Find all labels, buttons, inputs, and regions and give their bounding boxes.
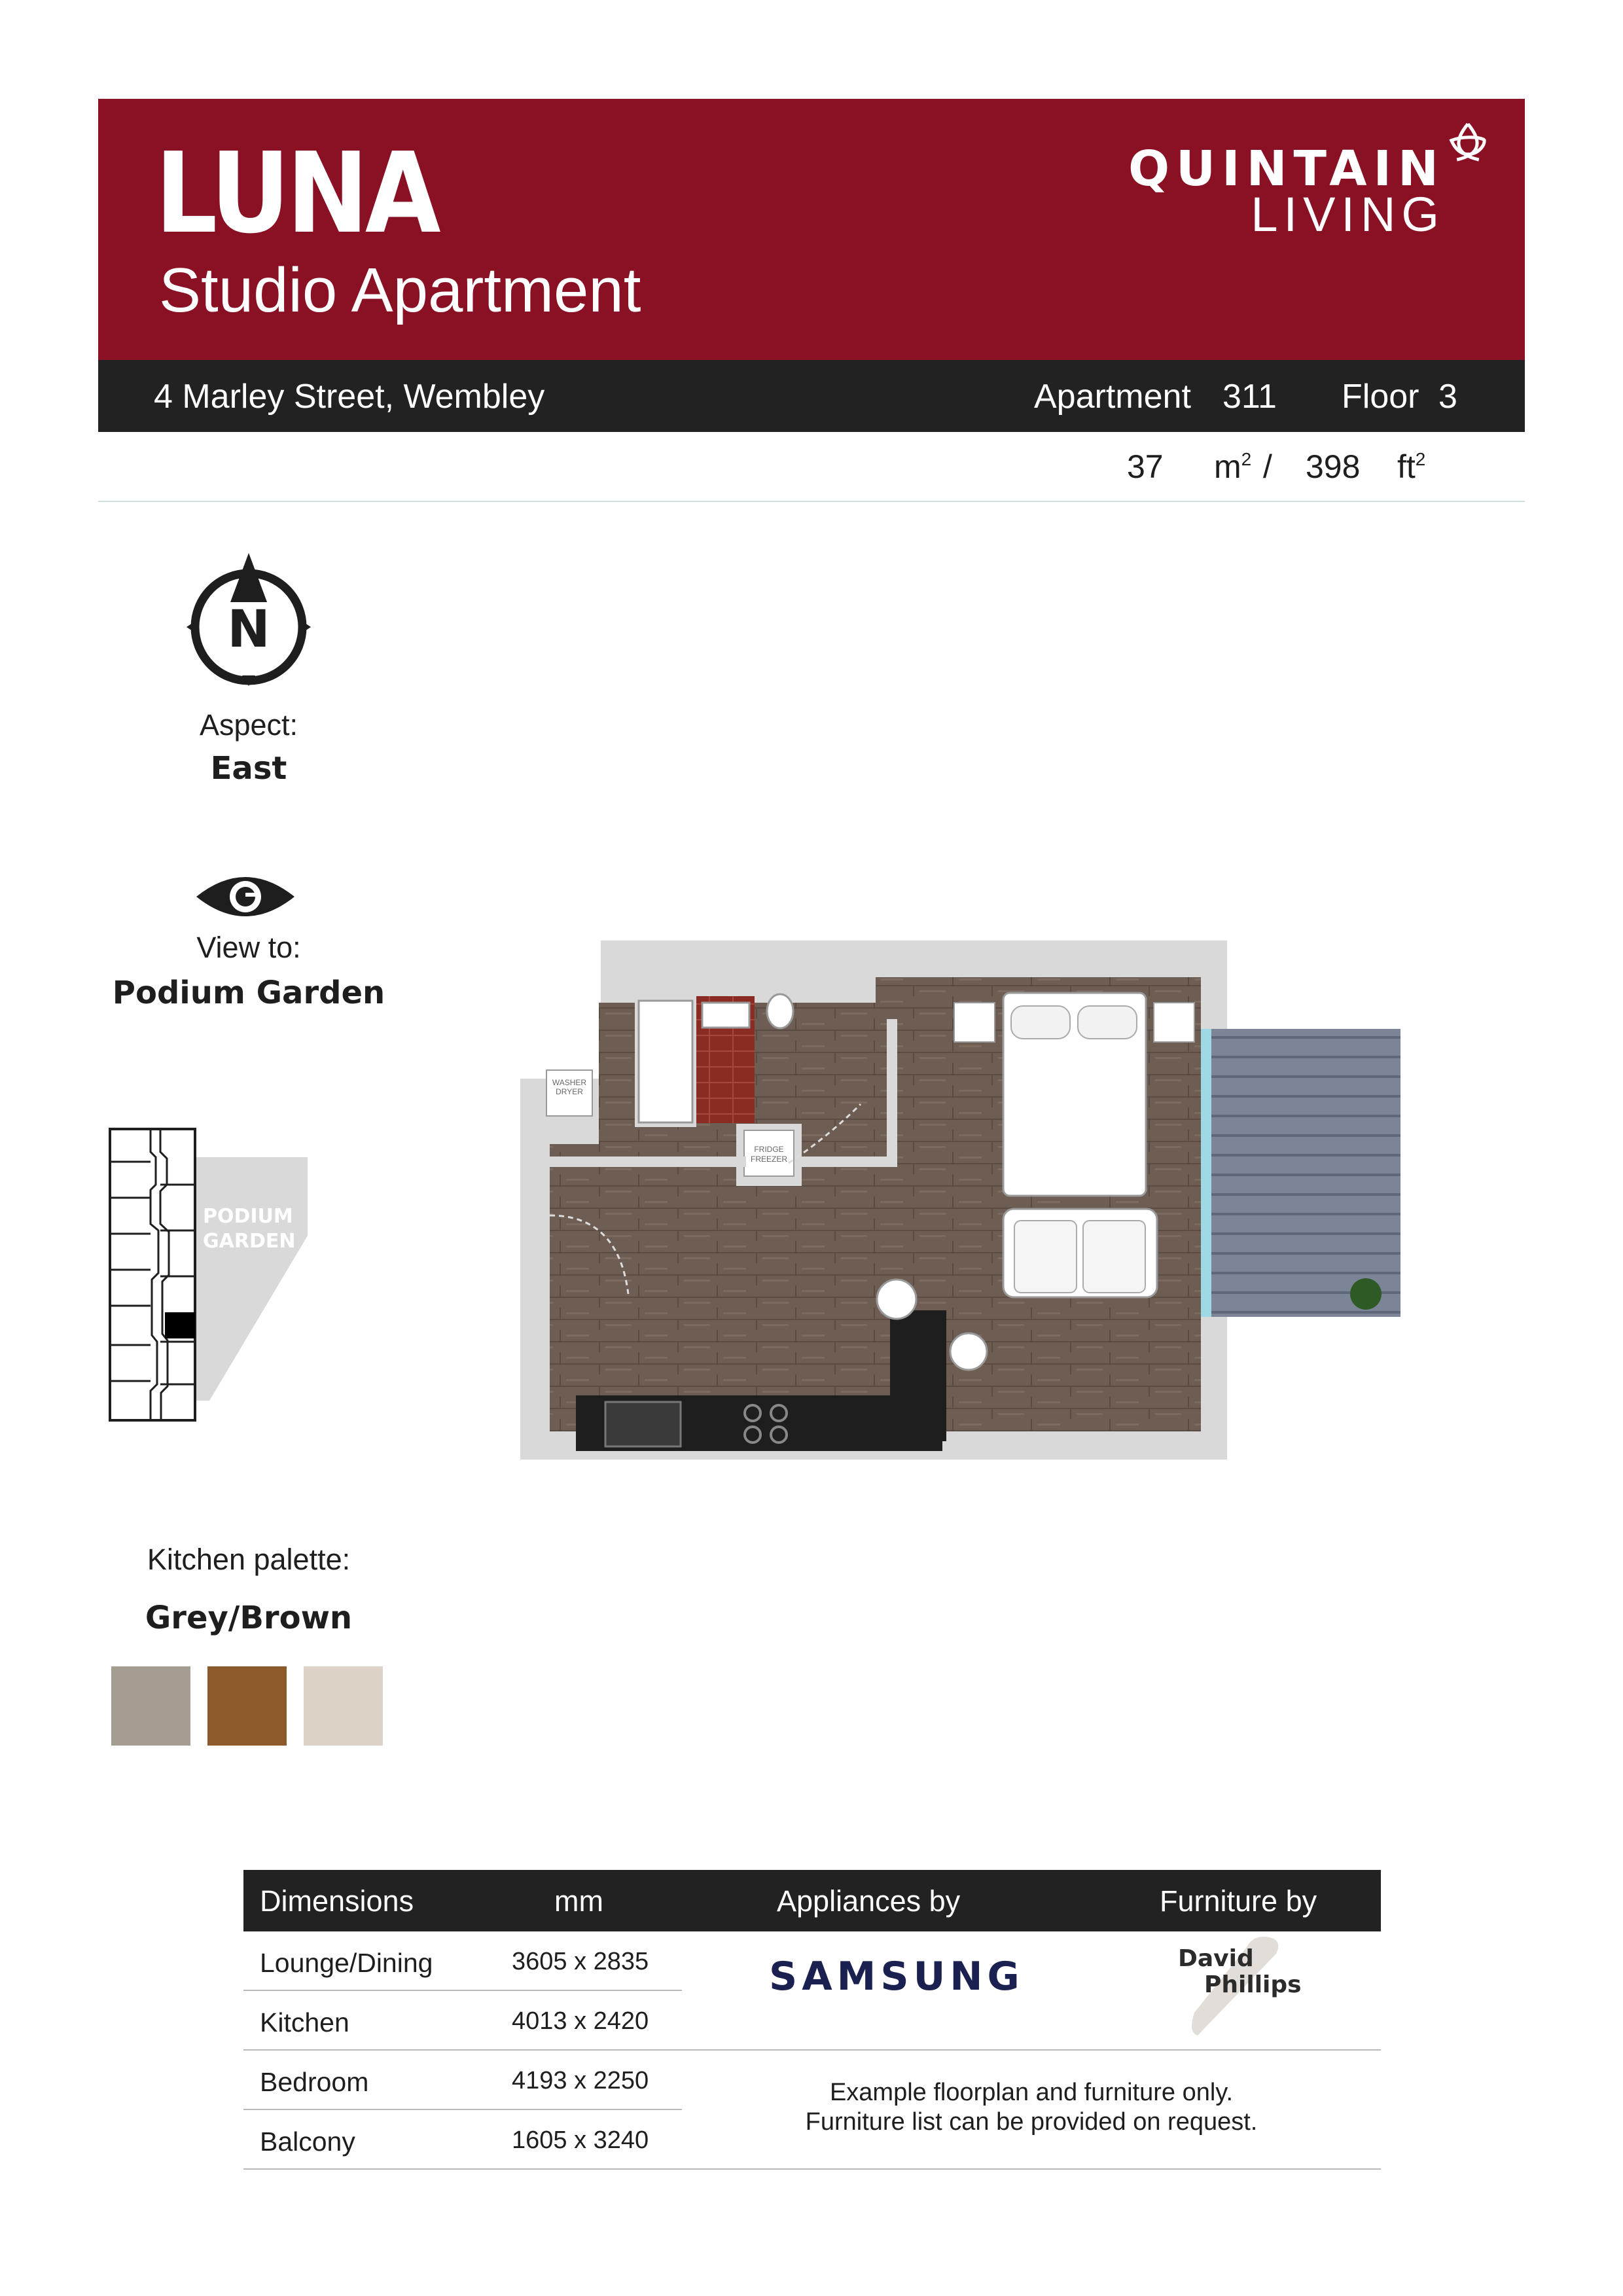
view-label: View to: [196,931,301,964]
area-sqm: 37 [1127,448,1164,485]
floor-label: Floor [1342,378,1419,416]
disclaimer-note [682,2078,1381,2137]
room-name: Balcony [260,2126,355,2157]
row-divider [243,2168,1381,2170]
room-dimensions: 4193 x 2250 [512,2067,649,2094]
header-banner [98,99,1525,360]
header-divider [98,501,1525,502]
svg-text:GARDEN: GARDEN [203,1230,296,1253]
room-name: Kitchen [260,2007,349,2037]
apartment-type: Studio Apartment [159,255,641,325]
aspect-value: East [210,750,287,787]
palette-swatch-grey [111,1666,190,1746]
disclaimer-line1: Example floorplan and furniture only. [829,2079,1234,2106]
table-row [243,2110,682,2169]
svg-text:FRIDGE: FRIDGE [754,1145,784,1154]
palette-swatch-cream [304,1666,383,1746]
samsung-logo: SAMSUNG [769,1954,1024,2000]
header-furniture: Furniture by [1160,1884,1317,1918]
header-dimensions: Dimensions [260,1884,414,1918]
aspect-label: Aspect: [199,708,298,742]
logo-living: LIVING [1251,187,1445,242]
apartment-label: Apartment [1034,378,1191,416]
apartment-number: 311 [1222,378,1277,416]
disclaimer-line2: Furniture list can be provided on request. [805,2108,1258,2136]
north-compass-icon [183,550,314,687]
header-appliances: Appliances by [777,1884,961,1918]
site-plan-key [105,1126,314,1427]
room-dimensions: 4013 x 2420 [512,2007,649,2035]
svg-text:FREEZER: FREEZER [750,1155,788,1164]
svg-text:DRYER: DRYER [556,1087,583,1096]
room-dimensions: 3605 x 2835 [512,1948,649,1975]
area-sqft: 398 [1306,448,1361,485]
room-dimensions: 1605 x 3240 [512,2126,649,2154]
kitchen-palette-value: Grey/Brown [145,1600,353,1636]
david-phillips-logo [1178,1928,1302,2045]
palette-swatch-wood [207,1666,287,1746]
kitchen-palette-label: Kitchen palette: [147,1543,351,1576]
room-name: Bedroom [260,2067,369,2097]
trinity-knot-icon [1440,118,1495,173]
area-sqft-unit: $ft^2$ [1397,448,1426,485]
svg-text:WASHER: WASHER [552,1078,587,1087]
eye-icon [193,870,298,923]
logo-quintain: QUINTAIN [1128,141,1445,197]
svg-text:PODIUM: PODIUM [203,1205,293,1228]
svg-text:N: N [227,600,270,659]
area-separator: / [1263,448,1272,485]
table-row [243,1931,682,1990]
area-sqm-unit: $m^2$ [1214,448,1252,485]
development-name: LUNA [155,129,438,259]
street-address: 4 Marley Street, Wembley [154,378,545,416]
david-phillips-line2: Phillips [1204,1971,1302,1998]
floorplan-drawing [520,941,1407,1460]
view-value: Podium Garden [112,975,385,1011]
floor-number: 3 [1438,378,1457,416]
header-mm: mm [554,1884,603,1918]
room-name: Lounge/Dining [260,1948,433,1978]
address-bar [98,360,1525,432]
table-header [243,1870,1381,1931]
table-row [243,1991,682,2050]
table-row [243,2051,682,2109]
david-phillips-line1: David [1178,1945,1254,1972]
